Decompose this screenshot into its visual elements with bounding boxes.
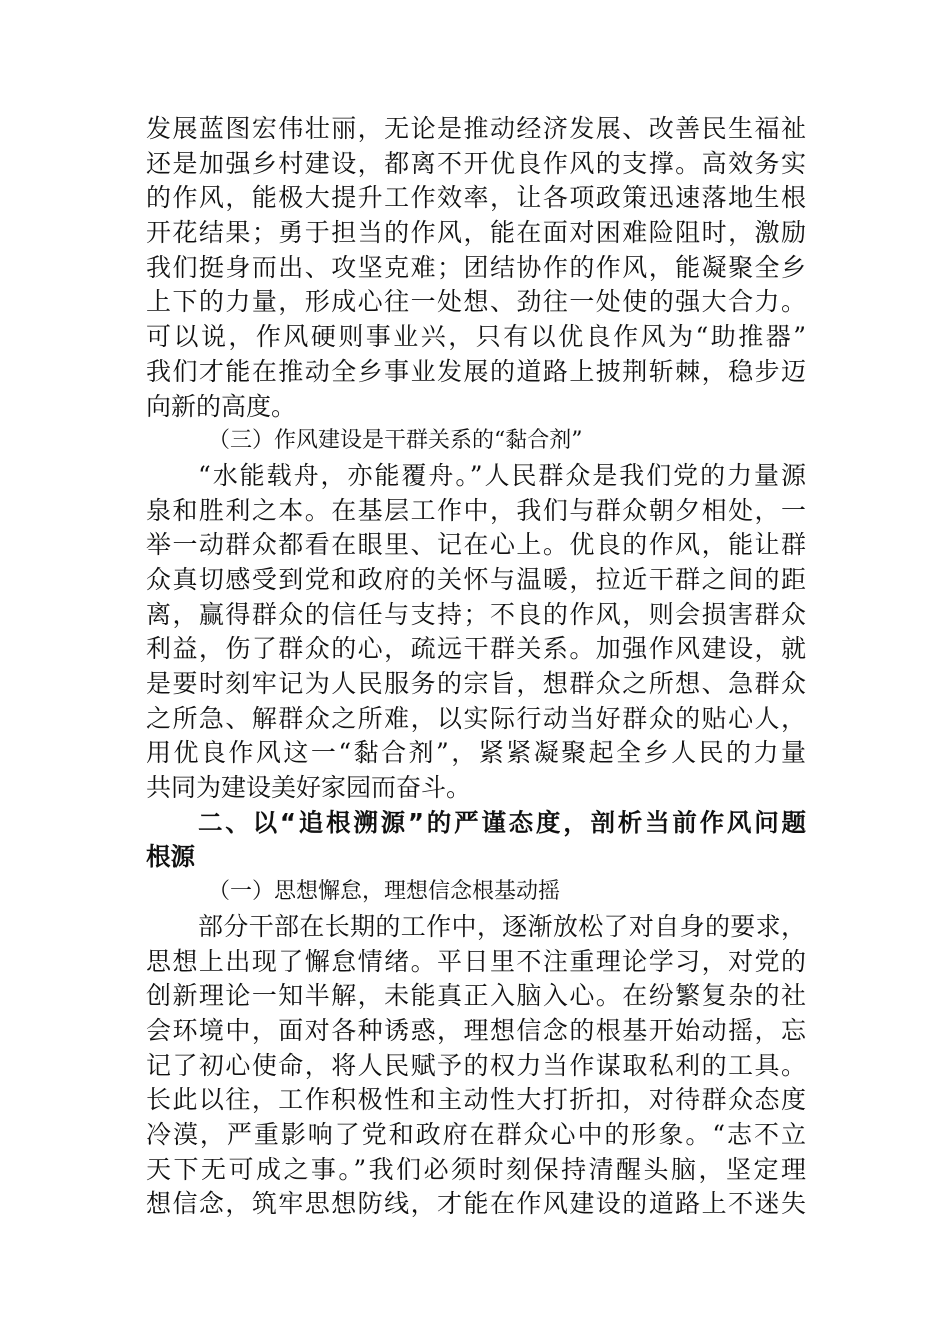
section-heading: 二、以“追根溯源”的严谨态度，剖析当前作风问题 (198, 807, 806, 837)
body-line: 举一动群众都看在眼里、记在心上。优良的作风，能让群 (146, 530, 806, 560)
document-page (146, 112, 806, 1222)
body-line: 众真切感受到党和政府的关怀与温暖，拉近干群之间的距 (146, 564, 806, 594)
body-line: 我们挺身而出、攻坚克难；团结协作的作风，能凝聚全乡 (146, 252, 806, 282)
body-line: 创新理论一知半解，未能真正入脑入心。在纷繁复杂的社 (146, 981, 806, 1011)
body-line: 想信念，筑牢思想防线，才能在作风建设的道路上不迷失 (146, 1189, 806, 1219)
subheading: （三）作风建设是干群关系的“黏合剂” (208, 428, 583, 454)
body-line: 可以说，作风硬则事业兴，只有以优良作风为“助推器” (146, 322, 806, 352)
body-line: 发展蓝图宏伟壮丽，无论是推动经济发展、改善民生福祉 (146, 114, 806, 143)
body-line: 的作风，能极大提升工作效率，让各项政策迅速落地生根 (146, 183, 806, 213)
body-line: 之所急、解群众之所难，以实际行动当好群众的贴心人， (146, 703, 806, 733)
body-line: 会环境中，面对各种诱惑，理想信念的根基开始动摇，忘 (146, 1015, 806, 1045)
body-line: 离，赢得群众的信任与支持；不良的作风，则会损害群众 (146, 599, 806, 629)
body-line: 记了初心使命，将人民赋予的权力当作谋取私利的工具。 (146, 1050, 806, 1080)
body-line: 用优良作风这一“黏合剂”，紧紧凝聚起全乡人民的力量 (146, 738, 806, 768)
body-line: 我们才能在推动全乡事业发展的道路上披荆斩棘，稳步迈 (146, 356, 806, 386)
body-line: 上下的力量，形成心往一处想、劲往一处使的强大合力。 (146, 287, 806, 317)
body-line: 向新的高度。 (146, 391, 297, 421)
body-line: 思想上出现了懈怠情绪。平日里不注重理论学习，对党的 (146, 946, 806, 976)
body-line: 是要时刻牢记为人民服务的宗旨，想群众之所想、急群众 (146, 669, 806, 698)
body-line: 利益，伤了群众的心，疏远干群关系。加强作风建设，就 (146, 634, 806, 664)
body-line: 共同为建设美好家园而奋斗。 (146, 773, 472, 803)
section-heading: 根源 (146, 842, 195, 872)
body-line: 长此以往，工作积极性和主动性大打折扣，对待群众态度 (146, 1085, 806, 1115)
body-line: 部分干部在长期的工作中，逐渐放松了对自身的要求， (198, 911, 806, 941)
body-line: 天下无可成之事。”我们必须时刻保持清醒头脑，坚定理 (146, 1154, 806, 1184)
body-line: “水能载舟，亦能覆舟。”人民群众是我们党的力量源 (198, 460, 806, 490)
body-line: 冷漠，严重影响了党和政府在群众心中的形象。“志不立 (146, 1119, 806, 1149)
body-line: 泉和胜利之本。在基层工作中，我们与群众朝夕相处，一 (146, 495, 806, 525)
body-line: 还是加强乡村建设，都离不开优良作风的支撑。高效务实 (146, 148, 806, 178)
subheading: （一）思想懈怠，理想信念根基动摇 (208, 879, 561, 905)
body-line: 开花结果；勇于担当的作风，能在面对困难险阻时，激励 (146, 218, 806, 248)
